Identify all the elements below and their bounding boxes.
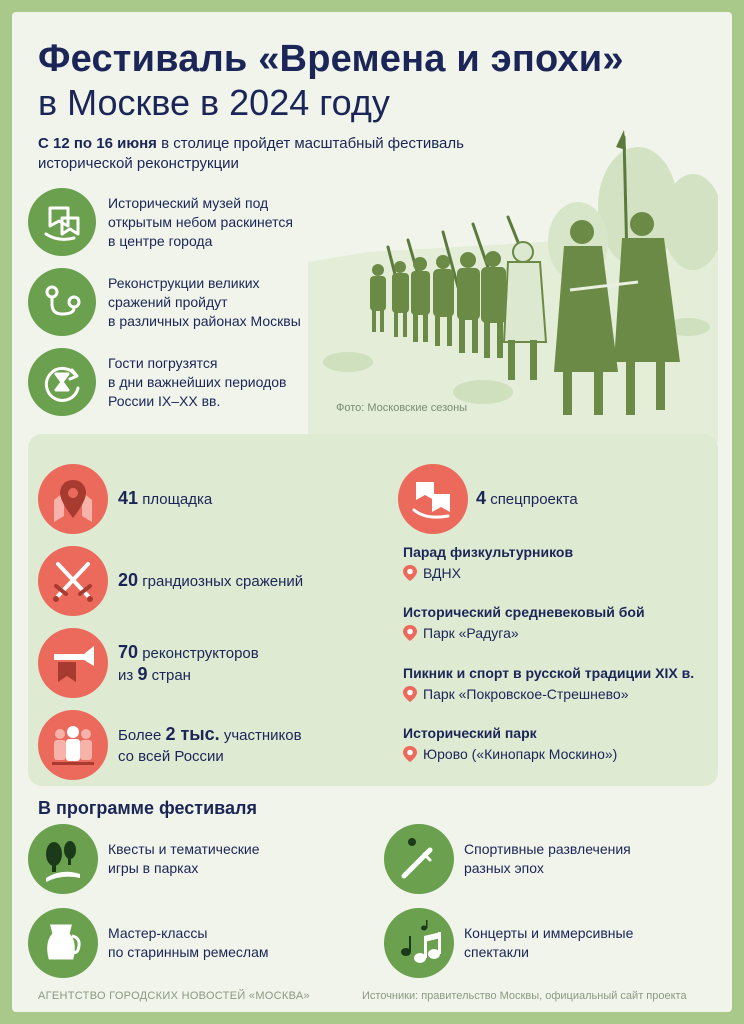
feature-text: Исторический музей под открытым небом раскинется в центре города (108, 195, 293, 249)
map-pin-icon (38, 464, 108, 534)
location-pin-icon (403, 625, 417, 641)
project-place: Парк «Покровское-Стрешнево» (423, 686, 629, 702)
special-label: спецпроекта (490, 491, 578, 508)
program-item-quests (28, 824, 348, 894)
program-item-sports (384, 824, 704, 894)
route-pins-icon (28, 268, 96, 336)
stat-line2-pre: из (118, 667, 138, 684)
lead-rest: в столице пройдет масштабный фестиваль исторической реконструкции (38, 135, 464, 172)
program-title: В программе фестиваля (38, 798, 257, 818)
stats-panel (28, 434, 718, 786)
feature-battles-districts (28, 268, 328, 336)
stat-number: 41 (118, 488, 139, 508)
special-number: 4 (476, 488, 487, 508)
location-pin-icon (403, 565, 417, 581)
special-project (403, 665, 713, 702)
agency-credit: АГЕНТСТВО ГОРОДСКИХ НОВОСТЕЙ «МОСКВА» (38, 990, 310, 1002)
location-pin-icon (403, 746, 417, 762)
stat-pre: Более (118, 727, 166, 744)
stat-text (118, 488, 212, 510)
stat-battles (38, 546, 378, 618)
special-project (403, 604, 713, 641)
program-item-workshops (28, 908, 348, 978)
stat-label: участников (223, 727, 302, 744)
project-title: Пикник и спорт в русской традиции XIX в. (403, 665, 695, 681)
project-place: Парк «Радуга» (423, 625, 519, 641)
special-projects-count (476, 488, 578, 509)
location-pin-icon (403, 686, 417, 702)
program-text: Спортивные развлечения разных эпох (464, 841, 631, 876)
stat-participants (38, 710, 378, 782)
stat-reenactors (38, 628, 378, 700)
project-title: Исторический средневековый бой (403, 604, 645, 620)
program-text: Концерты и иммерсивные спектакли (464, 925, 634, 960)
program-text: Мастер-классы по старинным ремеслам (108, 925, 269, 960)
special-project (403, 725, 713, 762)
photo-credit: Фото: Московские сезоны (336, 402, 468, 414)
stat-label: площадка (142, 491, 213, 508)
special-project (403, 544, 713, 581)
music-notes-icon (384, 908, 454, 978)
park-trees-icon (28, 824, 98, 894)
feature-text: Гости погрузятся в дни важнейших периодов России IX–XX вв. (108, 355, 287, 409)
feature-text: Реконструкции великих сражений пройдут в различных районах Москвы (108, 275, 301, 329)
project-location (403, 625, 713, 641)
feature-history-periods (28, 348, 328, 416)
stat-number: 20 (118, 570, 139, 590)
project-place: ВДНХ (423, 565, 461, 581)
museum-flag-icon (28, 188, 96, 256)
stat-line2: со всей России (118, 748, 224, 765)
stat-label: грандиозных сражений (142, 573, 304, 590)
people-icon (38, 710, 108, 780)
hourglass-cycle-icon (28, 348, 96, 416)
stat-label: реконструкторов (142, 645, 259, 662)
project-place: Юрово («Кинопарк Москино») (423, 746, 618, 762)
banners-icon (398, 464, 468, 534)
stat-number: 2 тыс. (165, 724, 220, 744)
stat-text (118, 724, 302, 767)
stat-line2-post: стран (147, 667, 191, 684)
project-location (403, 746, 713, 762)
project-location (403, 565, 713, 581)
crossed-swords-icon (38, 546, 108, 616)
page-subtitle: в Москве в 2024 году (38, 82, 390, 123)
project-title: Парад физкультурников (403, 544, 574, 560)
project-location (403, 686, 713, 702)
herald-trumpet-icon (38, 628, 108, 698)
jug-icon (28, 908, 98, 978)
lead-dates: С 12 по 16 июня (38, 135, 157, 152)
program-text: Квесты и тематические игры в парках (108, 841, 260, 876)
sources-credit: Источники: правительство Москвы, официальный сайт проекта (362, 990, 687, 1002)
stat-venues (38, 464, 378, 536)
program-item-concerts (384, 908, 704, 978)
reenactors-photo (308, 112, 718, 442)
feature-open-air-museum (28, 188, 328, 256)
stat-text (118, 642, 259, 686)
stat-number: 70 (118, 642, 139, 662)
sport-club-icon (384, 824, 454, 894)
stat-text (118, 570, 303, 592)
page-title: Фестиваль «Времена и эпохи» (38, 38, 624, 80)
project-title: Исторический парк (403, 725, 537, 741)
stat-number-2: 9 (137, 664, 148, 684)
infographic-card (12, 12, 732, 1012)
